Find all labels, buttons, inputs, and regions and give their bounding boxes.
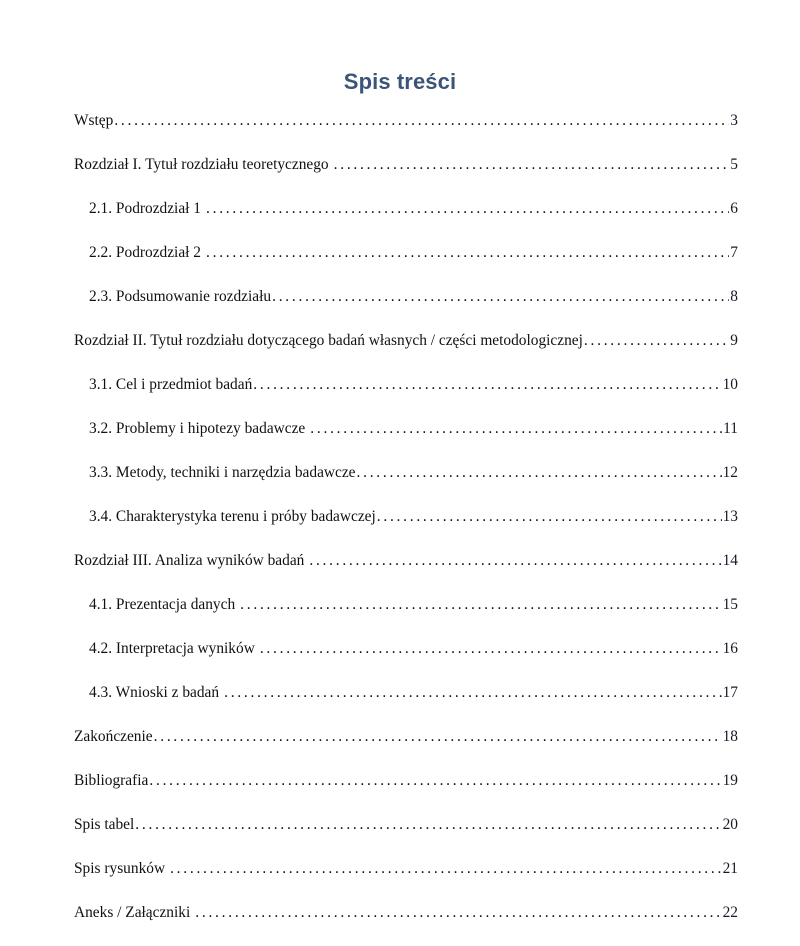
- toc-entry-label: 3.2. Problemy i hipotezy badawcze: [89, 420, 306, 438]
- toc-entry-page-number: 5: [730, 156, 738, 174]
- toc-dot-leader: [584, 330, 729, 345]
- toc-dot-leader: [135, 814, 721, 829]
- toc-dot-leader: [334, 154, 730, 169]
- toc-dot-leader: [310, 418, 722, 433]
- toc-dot-leader: [206, 198, 729, 213]
- page-title: Spis treści: [343, 69, 457, 94]
- toc-dot-leader: [154, 726, 722, 741]
- toc-entry-label: Wstęp: [74, 112, 114, 130]
- toc-entry[interactable]: [0, 418, 800, 462]
- toc-dot-leader: [195, 902, 721, 917]
- toc-dot-leader: [224, 682, 722, 697]
- toc-entry[interactable]: [0, 374, 800, 418]
- toc-entry-page-number: 15: [722, 596, 738, 614]
- toc-entry-page-number: 10: [722, 376, 738, 394]
- toc-dot-leader: [357, 462, 722, 477]
- toc-dot-leader: [260, 638, 722, 653]
- toc-dot-leader: [309, 550, 721, 565]
- toc-entry-page-number: 12: [722, 464, 738, 482]
- toc-entry-page-number: 13: [722, 508, 738, 526]
- toc-entry[interactable]: [0, 506, 800, 550]
- toc-entry-label: 2.2. Podrozdział 2: [89, 244, 201, 262]
- toc-dot-leader: [272, 286, 729, 301]
- toc-entry[interactable]: [0, 330, 800, 374]
- table-of-contents-list: [0, 96, 800, 946]
- toc-dot-leader: [206, 242, 729, 257]
- toc-entry[interactable]: [0, 902, 800, 946]
- toc-entry[interactable]: [0, 110, 800, 154]
- toc-entry[interactable]: [0, 550, 800, 594]
- toc-entry-page-number: 21: [722, 860, 738, 878]
- toc-dot-leader: [240, 594, 721, 609]
- toc-dot-leader: [149, 770, 721, 785]
- toc-entry-label: Rozdział III. Analiza wyników badań: [74, 552, 305, 570]
- toc-entry-label: 4.2. Interpretacja wyników: [89, 640, 255, 658]
- toc-entry[interactable]: [0, 286, 800, 330]
- toc-entry-page-number: 9: [730, 332, 738, 350]
- toc-entry-page-number: 18: [722, 728, 738, 746]
- toc-entry-label: Zakończenie: [74, 728, 153, 746]
- toc-entry-label: Rozdział II. Tytuł rozdziału dotyczącego badań własnych / części metodologicznej: [74, 332, 583, 350]
- toc-dot-leader: [170, 858, 722, 873]
- toc-entry-page-number: 17: [722, 684, 738, 702]
- toc-entry-label: 2.3. Podsumowanie rozdziału: [89, 288, 272, 306]
- toc-entry-label: Spis rysunków: [74, 860, 166, 878]
- toc-entry-page-number: 19: [722, 772, 738, 790]
- toc-entry[interactable]: [0, 594, 800, 638]
- toc-entry[interactable]: [0, 682, 800, 726]
- toc-entry-page-number: 20: [722, 816, 738, 834]
- toc-entry[interactable]: [0, 814, 800, 858]
- toc-entry-label: 4.3. Wnioski z badań: [89, 684, 220, 702]
- toc-entry-page-number: 14: [722, 552, 738, 570]
- toc-entry-label: Rozdział I. Tytuł rozdziału teoretycznego: [74, 156, 329, 174]
- toc-entry-label: 3.3. Metody, techniki i narzędzia badawcze: [89, 464, 356, 482]
- toc-dot-leader: [253, 374, 721, 389]
- toc-entry[interactable]: [0, 858, 800, 902]
- toc-entry-page-number: 7: [730, 244, 738, 262]
- toc-entry-page-number: 16: [722, 640, 738, 658]
- toc-dot-leader: [377, 506, 722, 521]
- toc-entry-label: 2.1. Podrozdział 1: [89, 200, 201, 218]
- toc-entry[interactable]: [0, 638, 800, 682]
- toc-entry-page-number: 3: [730, 112, 738, 130]
- toc-entry-page-number: 8: [730, 288, 738, 306]
- toc-entry-label: Aneks / Załączniki: [74, 904, 191, 922]
- toc-entry[interactable]: [0, 242, 800, 286]
- toc-entry[interactable]: [0, 770, 800, 814]
- toc-entry-page-number: 11: [723, 420, 738, 438]
- toc-entry[interactable]: [0, 462, 800, 506]
- toc-entry-label: 4.1. Prezentacja danych: [89, 596, 236, 614]
- toc-entry[interactable]: [0, 154, 800, 198]
- toc-entry-page-number: 6: [730, 200, 738, 218]
- toc-entry-page-number: 22: [722, 904, 738, 922]
- toc-entry-label: Spis tabel: [74, 816, 135, 834]
- toc-entry-label: 3.4. Charakterystyka terenu i próby badawczej: [89, 508, 376, 526]
- toc-entry[interactable]: [0, 198, 800, 242]
- toc-entry-label: 3.1. Cel i przedmiot badań: [89, 376, 253, 394]
- toc-entry-label: Bibliografia: [74, 772, 149, 790]
- toc-dot-leader: [114, 110, 729, 125]
- toc-entry[interactable]: [0, 726, 800, 770]
